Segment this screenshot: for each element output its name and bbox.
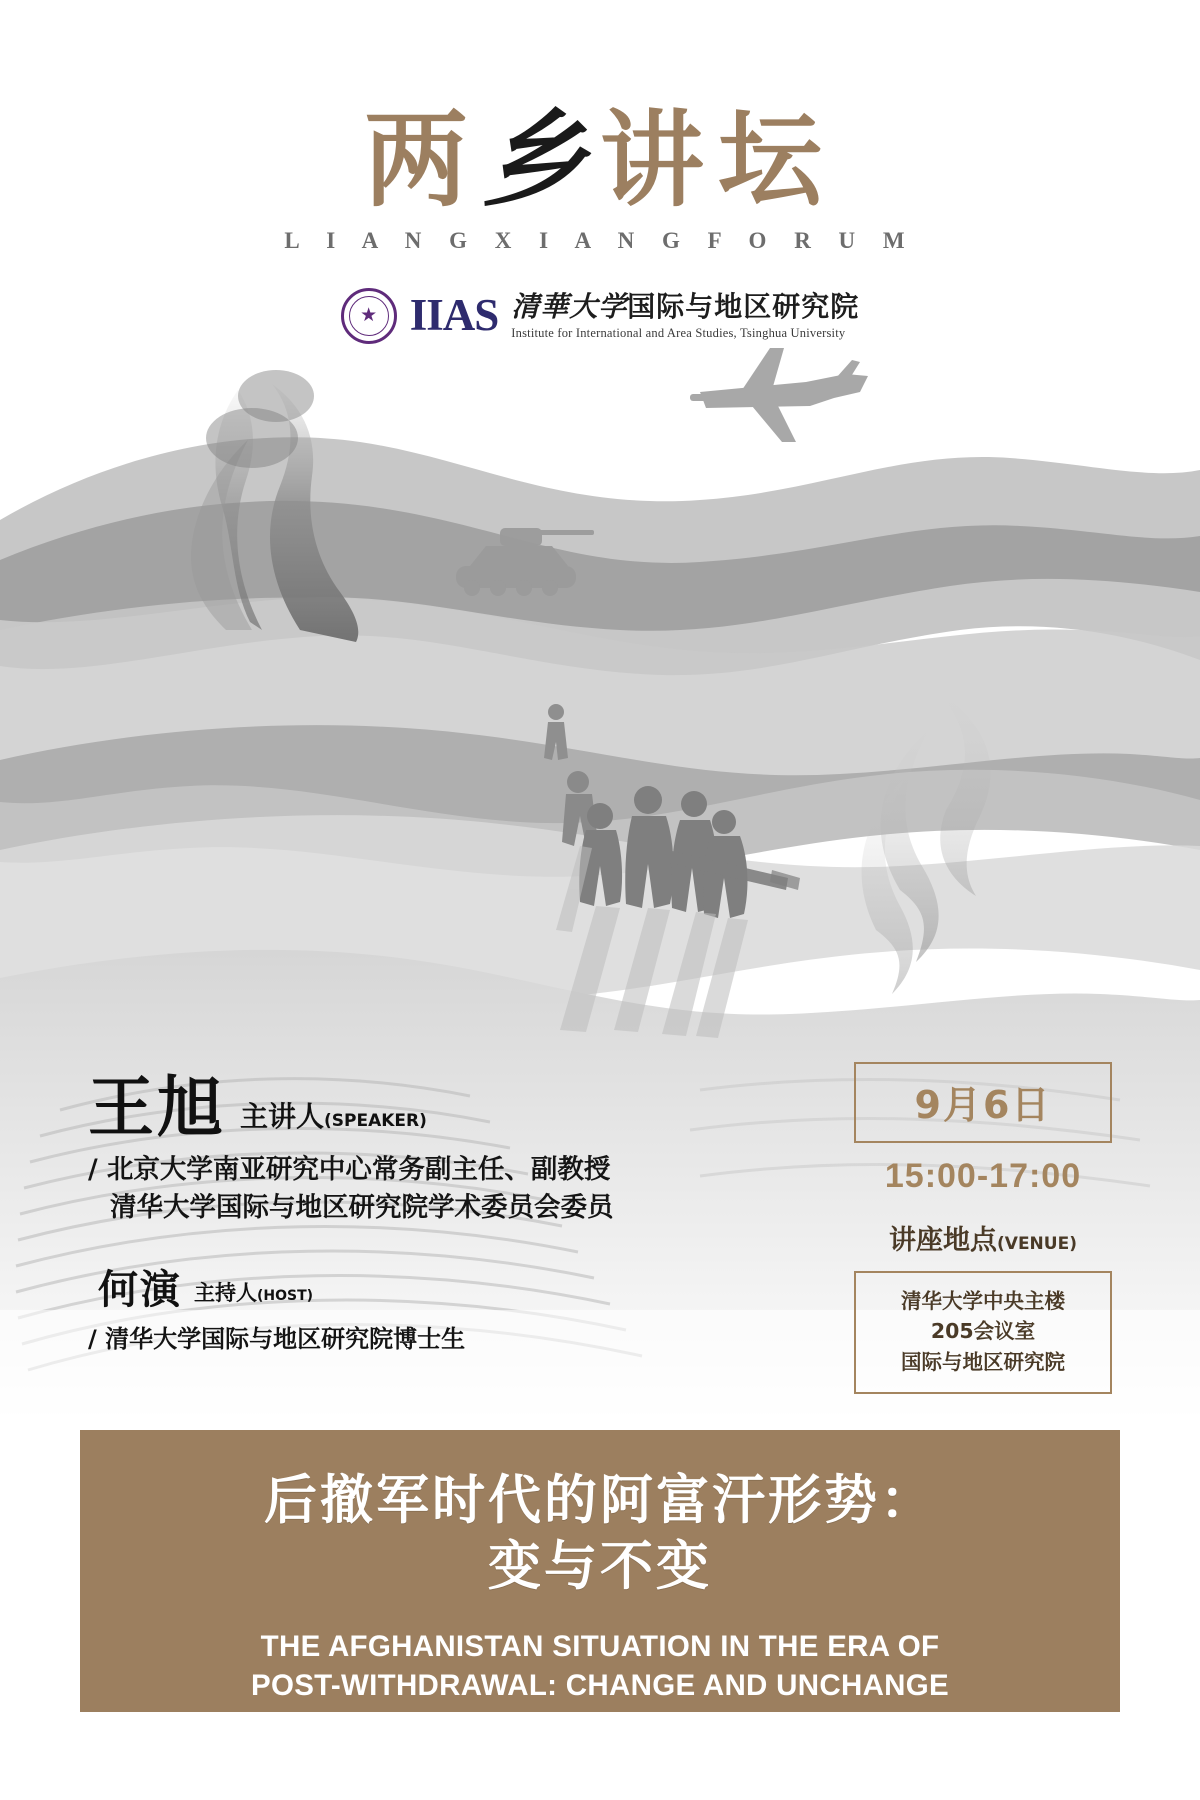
organizer-name-en: Institute for International and Area Studies, Tsinghua University: [511, 326, 846, 341]
speaker-role: [240, 1095, 427, 1141]
poster-header: [0, 0, 1200, 410]
lecture-title-en-line1: THE AFGHANISTAN SITUATION IN THE ERA OF: [260, 1629, 940, 1663]
organizer-names: [511, 291, 859, 341]
organizer-logo: [0, 288, 1200, 344]
host-role-cn: 主持人: [194, 1281, 257, 1306]
tsinghua-seal-icon: [341, 288, 397, 344]
event-details-block: [854, 1062, 1112, 1394]
venue-label-en: (VENUE): [997, 1234, 1077, 1254]
host-role-en: (HOST): [257, 1288, 314, 1305]
forum-title-cn-part2: 讲坛: [600, 98, 837, 221]
host-name-row: [88, 1267, 768, 1314]
lecture-title-en-line2: POST-WITHDRAWAL: CHANGE AND UNCHANGE: [250, 1669, 949, 1703]
lecture-title-banner: [80, 1430, 1120, 1712]
venue-address-line2: 205会议室: [930, 1319, 1036, 1344]
venue-label-cn: 讲座地点: [889, 1225, 998, 1256]
host-affiliation: / 清华大学国际与地区研究院博士生: [88, 1325, 466, 1354]
speaker-role-en: (SPEAKER): [324, 1111, 427, 1131]
speaker-name-row: [88, 1069, 768, 1146]
host-name: 何演: [98, 1267, 182, 1314]
organizer-institute-cn: 国际与地区研究院: [627, 289, 860, 323]
speaker-name: 王旭: [88, 1069, 226, 1146]
lecture-title-cn-line2: 变与不变: [488, 1536, 712, 1598]
speaker-affiliation: [88, 1151, 768, 1226]
venue-label: [854, 1218, 1112, 1257]
organizer-name-cn: [511, 291, 859, 323]
speaker-info-block: [88, 1069, 768, 1354]
forum-title-cn: [0, 98, 1200, 221]
lecture-title-en: [80, 1627, 1120, 1706]
organizer-school-cn: 清華大学: [511, 289, 628, 323]
ias-abbr-logo: IIAS: [409, 289, 499, 340]
venue-address-line3: 国际与地区研究院: [901, 1349, 1065, 1374]
speaker-role-cn: 主讲人: [240, 1100, 325, 1133]
lecture-title-cn: [80, 1468, 1120, 1601]
forum-title-cn-part1: 两: [363, 98, 482, 221]
event-time: 15:00-17:00: [884, 1157, 1082, 1195]
venue-address: [854, 1271, 1112, 1394]
forum-title-cn-accent: 乡: [481, 98, 600, 221]
lecture-title-cn-line1: 后撤军时代的阿富汗形势：: [264, 1470, 936, 1531]
venue-address-line1: 清华大学中央主楼: [901, 1289, 1065, 1313]
event-date: 9月6日: [854, 1062, 1112, 1143]
forum-title-en: L I A N G X I A N G F O R U M: [284, 228, 916, 253]
speaker-affiliation-line1: / 北京大学南亚研究中心常务副主任、副教授: [88, 1154, 611, 1185]
speaker-affiliation-line2: 清华大学国际与地区研究院学术委员会委员: [110, 1191, 614, 1223]
host-role: [194, 1277, 313, 1310]
